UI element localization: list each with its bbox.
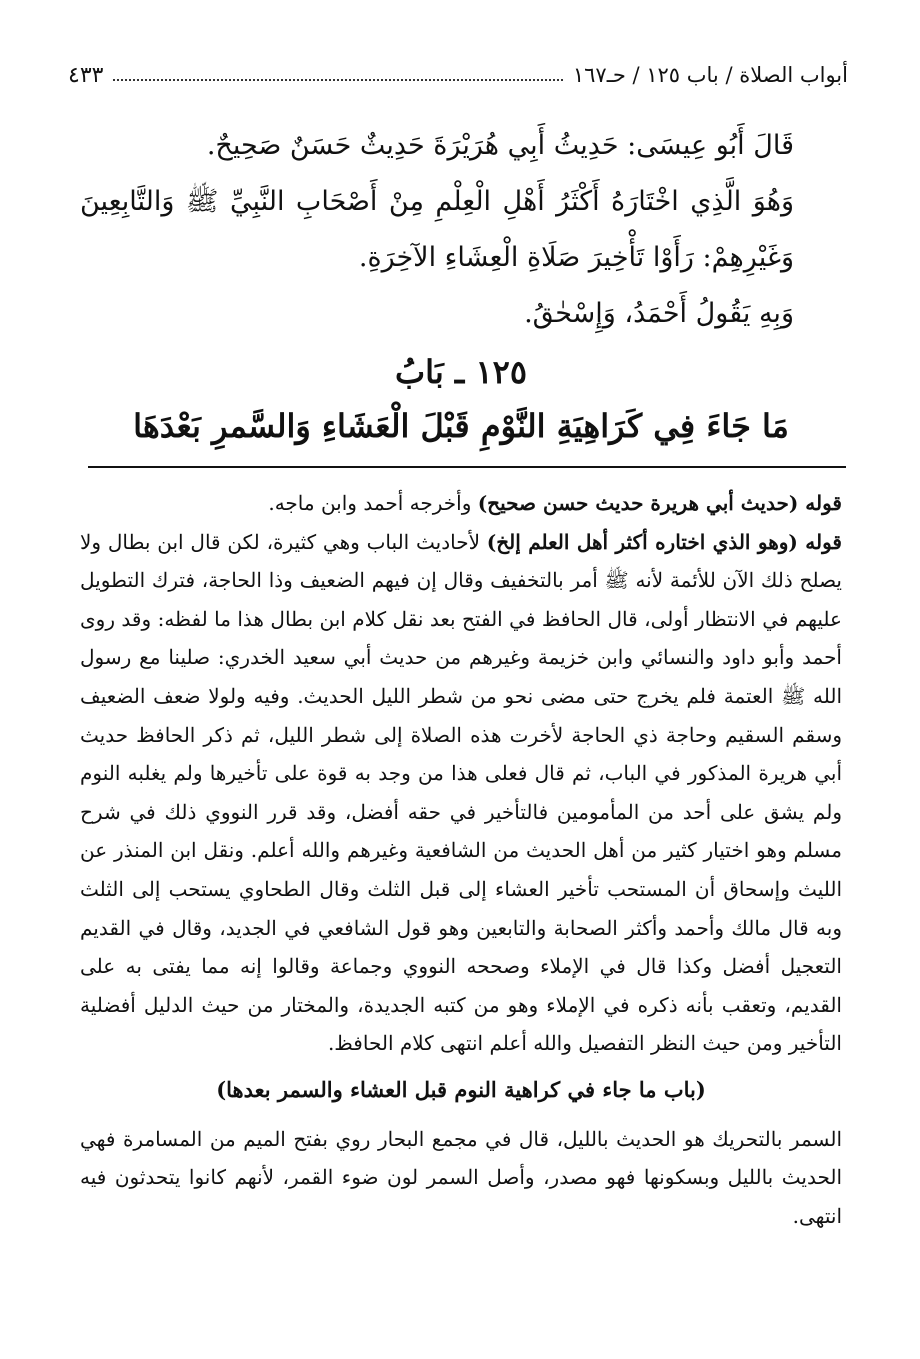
chapter-number: ١٢٥ ـ بَابُ (395, 353, 527, 391)
commentary-text-2: لأحاديث الباب وهي كثيرة، لكن قال ابن بطال ولا يصلح ذلك الآن للأئمة لأنه ﷺ أمر بالتخفيف وقال إن فيهم الضعيف وذا الحاجة، فترك التطويل عليهم في الانتظار أولى، قال الحافظ في الفتح بعد نقل كلام ابن بطال هذا ما لفظه: وقد روى أحمد وأبو داود والنسائي وابن خزيمة وغيرهم من حديث أبي سعيد الخدري: صلينا مع رسول الله ﷺ العتمة فلم يخرج حتى مضى نحو من شطر الليل الحديث. وفيه ولولا ضعف الضعيف وسقم السقيم وحاجة ذي الحاجة لأخرت هذه الصلاة إلى شطر الليل، ثم ذكر الحافظ حديث أبي هريرة المذكور في الباب، ثم قال فعلى هذا من وجد به قوة على تأخيرها ولم يغلبه النوم ولم يشق على أحد من المأمومين فالتأخير في حقه أفضل، وقد قرر النووي ذلك في شرح مسلم وهو اختيار كثير من أهل الحديث من الشافعية وغيرهم والله أعلم. ونقل ابن المنذر عن الليث وإسحاق أن المستحب تأخير العشاء إلى قبل الثلث وقال الطحاوي يستحب إلى الثلث وبه قال مالك وأحمد وأكثر الصحابة والتابعين وهو قول الشافعي في الجديد، وقال في القديم التعجيل أفضل وكذا قال في الإملاء وصححه النووي وجماعة وقالوا إنه مما يفتى به على القديم، وتعقب بأنه ذكره في الإملاء وهو من كتبه الجديدة، والمختار من حيث الدليل أفضلية التأخير ومن حيث النظر التفصيل والله أعلم انتهى كلام الحافظ. (80, 529, 842, 1056)
hadith-line-grading: قَالَ أَبُو عِيسَى: حَدِيثُ أَبِي هُرَيْرَةَ حَدِيثٌ حَسَنٌ صَحِيحٌ. (206, 130, 794, 161)
chapter-title: مَا جَاءَ فِي كَرَاهِيَةِ النَّوْمِ قَبْلَ الْعَشَاءِ وَالسَّمرِ بَعْدَهَا (133, 407, 789, 445)
commentary-paragraph-1 (80, 484, 842, 523)
hadith-line-opinion: وَهُوَ الَّذِي اخْتَارَهُ أَكْثَرُ أَهْلِ الْعِلْمِ مِنْ أَصْحَابِ النَّبِيِّ ﷺ وَالتَّابِعِينَ وَغَيْرِهِمْ: رَأَوْا تَأْخِيرَ صَلَاةِ الْعِشَاءِ الآخِرَةِ. (80, 186, 795, 273)
page-number: ٤٣٣ (68, 62, 104, 88)
commentary-paragraph-2 (80, 523, 842, 1063)
header-title: أبواب الصلاة / باب ١٢٥ / حـ١٦٧ (572, 63, 848, 87)
commentary (80, 484, 842, 1235)
commentary-paragraph-3: السمر بالتحريك هو الحديث بالليل، قال في مجمع البحار روي بفتح الميم من المسامرة فهي الحديث بالليل وبسكونها فهو مصدر، وأصل السمر لون ضوء القمر، لأنهم كانوا يتحدثون فيه انتهى. (80, 1126, 842, 1228)
commentary-text-1: وأخرجه أحمد وابن ماجه. (268, 491, 478, 515)
running-header (68, 58, 848, 92)
hadith-line-ahmad-ishaq: وَبِهِ يَقُولُ أَحْمَدُ، وَإِسْحٰقُ. (524, 298, 794, 329)
commentary-quote-1: قوله (حديث أبي هريرة حديث حسن صحيح) (477, 491, 842, 515)
commentary-subheading: (باب ما جاء في كراهية النوم قبل العشاء والسمر بعدها) (216, 1076, 706, 1102)
commentary-quote-2: قوله (وهو الذي اختاره أكثر أهل العلم إلخ) (486, 529, 842, 554)
header-dot-leader (113, 69, 562, 81)
hadith-text (80, 118, 842, 342)
footnote-separator (88, 466, 846, 468)
